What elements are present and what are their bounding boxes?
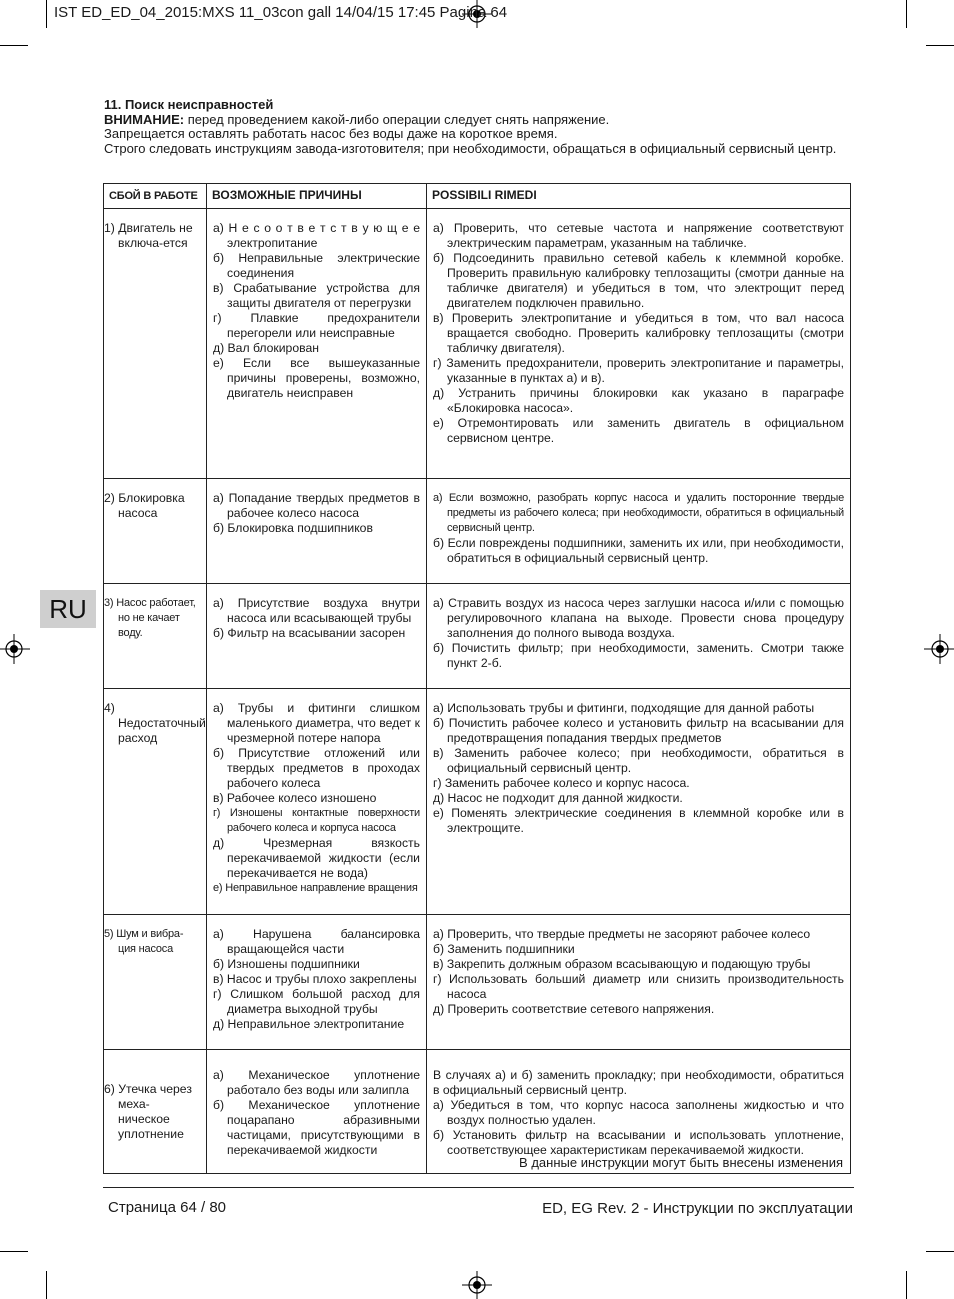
manufacturer-instructions-line: Строго следовать инструкциям завода-изготовителя; при необходимости, обращаться в официальный сервисный центр. [104, 140, 837, 156]
cause-item: а) Механическое уплотнение работало без воды или залипла [213, 1068, 420, 1097]
cause-item: е) Неправильное направление вращения [213, 882, 418, 894]
remedy-item: б) Заменить подшипники [433, 942, 575, 956]
remedy-item: б) Если повреждены подшипники, заменить их или, при необходимости, обратиться в официальный сервисный центр. [433, 536, 844, 565]
table-row [104, 479, 851, 584]
cause-item: д) Вал блокирован [213, 341, 319, 355]
cause-item: в) Насос и трубы плохо закреплены [213, 972, 417, 986]
remedy-item: б) Подсоединить правильно сетевой кабель к клеммной коробке. Проверить правильную калибровку теплозащиты (смотри данные на табличке двигателя) и убедиться в том, что электрощит перед двигателем подключен правильно. [433, 251, 844, 310]
remedies-cell [427, 479, 851, 584]
causes-cell [207, 479, 427, 584]
footer-divider [103, 1187, 854, 1188]
language-tab: RU [40, 590, 96, 628]
registration-mark-icon [462, 1269, 492, 1299]
cause-item: г) Изношены контактные поверхности рабочего колеса и корпуса насоса [213, 807, 420, 834]
remedy-item: д) Устранить причины блокировки как указано в параграфе «Блокировка насоса». [433, 386, 844, 415]
causes-cell [207, 689, 427, 915]
cause-item: а) Трубы и фитинги слишком маленького диаметра, что ведет к чрезмерной потере напора [213, 701, 420, 745]
table-row [104, 584, 851, 689]
remedy-item: а) Стравить воздух из насоса через заглушки насоса и/или с помощью регулировочного клапана на выходе. Провести снова процедуру заполнения до полного вывода воздуха. [433, 596, 844, 640]
cause-item: б) Блокировка подшипников [213, 521, 373, 535]
print-slug: IST ED_ED_04_2015:MXS 11_03con gall 14/04/15 17:45 Pagina 64 [54, 4, 508, 21]
cause-item: б) Присутствие отложений или твердых предметов в проходах рабочего колеса [213, 746, 420, 790]
remedy-item: е) Отремонтировать или заменить двигатель в официальном сервисном центре. [433, 416, 844, 445]
fault-cell: 1) Двигатель не включа-ется [104, 209, 207, 479]
remedy-item: а) Использовать трубы и фитинги, подходящие для данной работы [433, 701, 815, 715]
cause-item: б) Неправильные электрические соединения [213, 251, 420, 280]
warning-text: перед проведением какой-либо операции следует снять напряжение. [184, 111, 610, 127]
table-row [104, 689, 851, 915]
remedy-item: в) Заменить рабочее колесо; при необходимости, обратиться в официальный сервисный центр. [433, 746, 844, 775]
cause-item: а) Попадание твердых предметов в рабочее колесо насоса [213, 491, 420, 520]
cause-item: а) Присутствие воздуха внутри насоса или всасывающей трубы [213, 596, 420, 625]
causes-cell [207, 209, 427, 479]
remedy-item: г) Заменить предохранители, проверить электропитание и параметры, указанные в пунктах а) и в). [433, 356, 844, 385]
cause-item: е) Если все вышеуказанные причины проверены, возможно, двигатель неисправен [213, 356, 420, 400]
section-title: 11. Поиск неисправностей [104, 97, 274, 112]
header-fault: СБОЙ В РАБОТЕ [104, 184, 207, 209]
page-number: Страница 64 / 80 [108, 1199, 227, 1216]
crop-mark [0, 1251, 28, 1252]
table-header-row [104, 184, 851, 209]
registration-mark-icon [0, 634, 30, 664]
table-row [104, 209, 851, 479]
fault-cell: 2) Блокировка насоса [104, 479, 207, 584]
crop-mark [46, 0, 47, 28]
remedy-item: а) Убедиться в том, что корпус насоса заполнены жидкостью и что воздух полностью удален. [433, 1098, 844, 1127]
remedy-item: д) Проверить соответствие сетевого напряжения. [433, 1002, 715, 1016]
remedy-item: а) Если возможно, разобрать корпус насоса и удалить посторонние твердые предметы из рабочего колеса; при необходимости, обратиться в официальный сервисный центр. [433, 492, 844, 534]
no-dry-run-line: Запрещается оставлять работать насос без воды даже на короткое время. [104, 126, 558, 142]
remedy-item: В случаях а) и б) заменить прокладку; при необходимости, обратиться в официальный сервисный центр. [433, 1068, 844, 1097]
causes-cell [207, 915, 427, 1050]
remedy-item: б) Почистить рабочее колесо и установить фильтр на всасывании для предотвращения попадания твердых предметов [433, 716, 844, 745]
remedy-item: г) Заменить рабочее колесо и корпус насоса. [433, 776, 690, 790]
cause-item: а) Н е с о о т в е т с т в у ю щ е е электропитание [213, 221, 420, 250]
remedy-item: б) Почистить фильтр; при необходимости, заменить. Смотри также пункт 2-б. [433, 641, 844, 670]
table-row [104, 915, 851, 1050]
crop-mark [46, 1271, 47, 1299]
remedy-item: в) Проверить электропитание и убедиться в том, что вал насоса вращается свободно. Проверить калибровку теплозащиты (смотри табличку двигателя). [433, 311, 844, 355]
crop-mark [0, 45, 28, 46]
cause-item: а) Нарушена балансировка вращающейся части [213, 927, 420, 956]
crop-mark [926, 1251, 954, 1252]
warning-line [104, 113, 853, 128]
remedy-item: г) Использовать больший диаметр или снизить производительность насоса [433, 972, 844, 1001]
cause-item: в) Рабочее колесо изношено [213, 791, 377, 805]
footer-document-title: ED, EG Rev. 2 - Инструкции по эксплуатации [542, 1200, 853, 1217]
remedy-item: а) Проверить, что твердые предметы не засоряют рабочее колесо [433, 927, 811, 941]
intro-section [104, 98, 853, 156]
header-causes: ВОЗМОЖНЫЕ ПРИЧИНЫ [207, 184, 427, 209]
remedies-cell [427, 209, 851, 479]
cause-item: в) Срабатывание устройства для защиты двигателя от перегрузки [213, 281, 420, 310]
fault-cell: 5) Шум и вибра-ция насоса [104, 915, 207, 1050]
fault-cell: 6) Утечка через меха-ническое уплотнение [104, 1050, 207, 1174]
remedy-item: б) Установить фильтр на всасывании и использовать уплотнение, соответствующее характеристикам перекачиваемой жидкости. [433, 1128, 844, 1157]
crop-mark [906, 1271, 907, 1299]
remedies-cell [427, 915, 851, 1050]
causes-cell [207, 1050, 427, 1174]
cause-item: д) Неправильное электропитание [213, 1017, 405, 1031]
header-remedies: POSSIBILI RIMEDI [427, 184, 851, 209]
cause-item: г) Плавкие предохранители перегорели или неисправные [213, 311, 420, 340]
remedy-item: д) Насос не подходит для данной жидкости. [433, 791, 683, 805]
causes-cell [207, 584, 427, 689]
remedies-cell [427, 689, 851, 915]
remedies-cell [427, 584, 851, 689]
cause-item: б) Фильтр на всасывании засорен [213, 626, 406, 640]
fault-cell: 3) Насос работает, но не качает воду. [104, 584, 207, 689]
cause-item: г) Слишком большой расход для диаметра выходной трубы [213, 987, 420, 1016]
crop-mark [906, 0, 907, 28]
cause-item: б) Изношены подшипники [213, 957, 360, 971]
change-note: В данные инструкции могут быть внесены изменения [519, 1155, 843, 1170]
remedy-item: е) Поменять электрические соединения в клеммной коробке или в электрощите. [433, 806, 844, 835]
remedy-item: в) Закрепить должным образом всасывающую и подающую трубы [433, 957, 811, 971]
warning-label: ВНИМАНИЕ: [104, 111, 185, 127]
remedy-item: а) Проверить, что сетевые частота и напряжение соответствуют электрическим параметрам, указанным на табличке. [433, 221, 844, 250]
registration-mark-icon [924, 634, 954, 664]
crop-mark [926, 45, 954, 46]
troubleshooting-table [103, 183, 851, 1174]
fault-cell: 4) Недостаточный расход [104, 689, 207, 915]
cause-item: б) Механическое уплотнение поцарапано абразивными частицами, присутствующими в перекачиваемой жидкости [213, 1098, 420, 1157]
cause-item: д) Чрезмерная вязкость перекачиваемой жидкости (если перекачивается не вода) [213, 836, 420, 880]
